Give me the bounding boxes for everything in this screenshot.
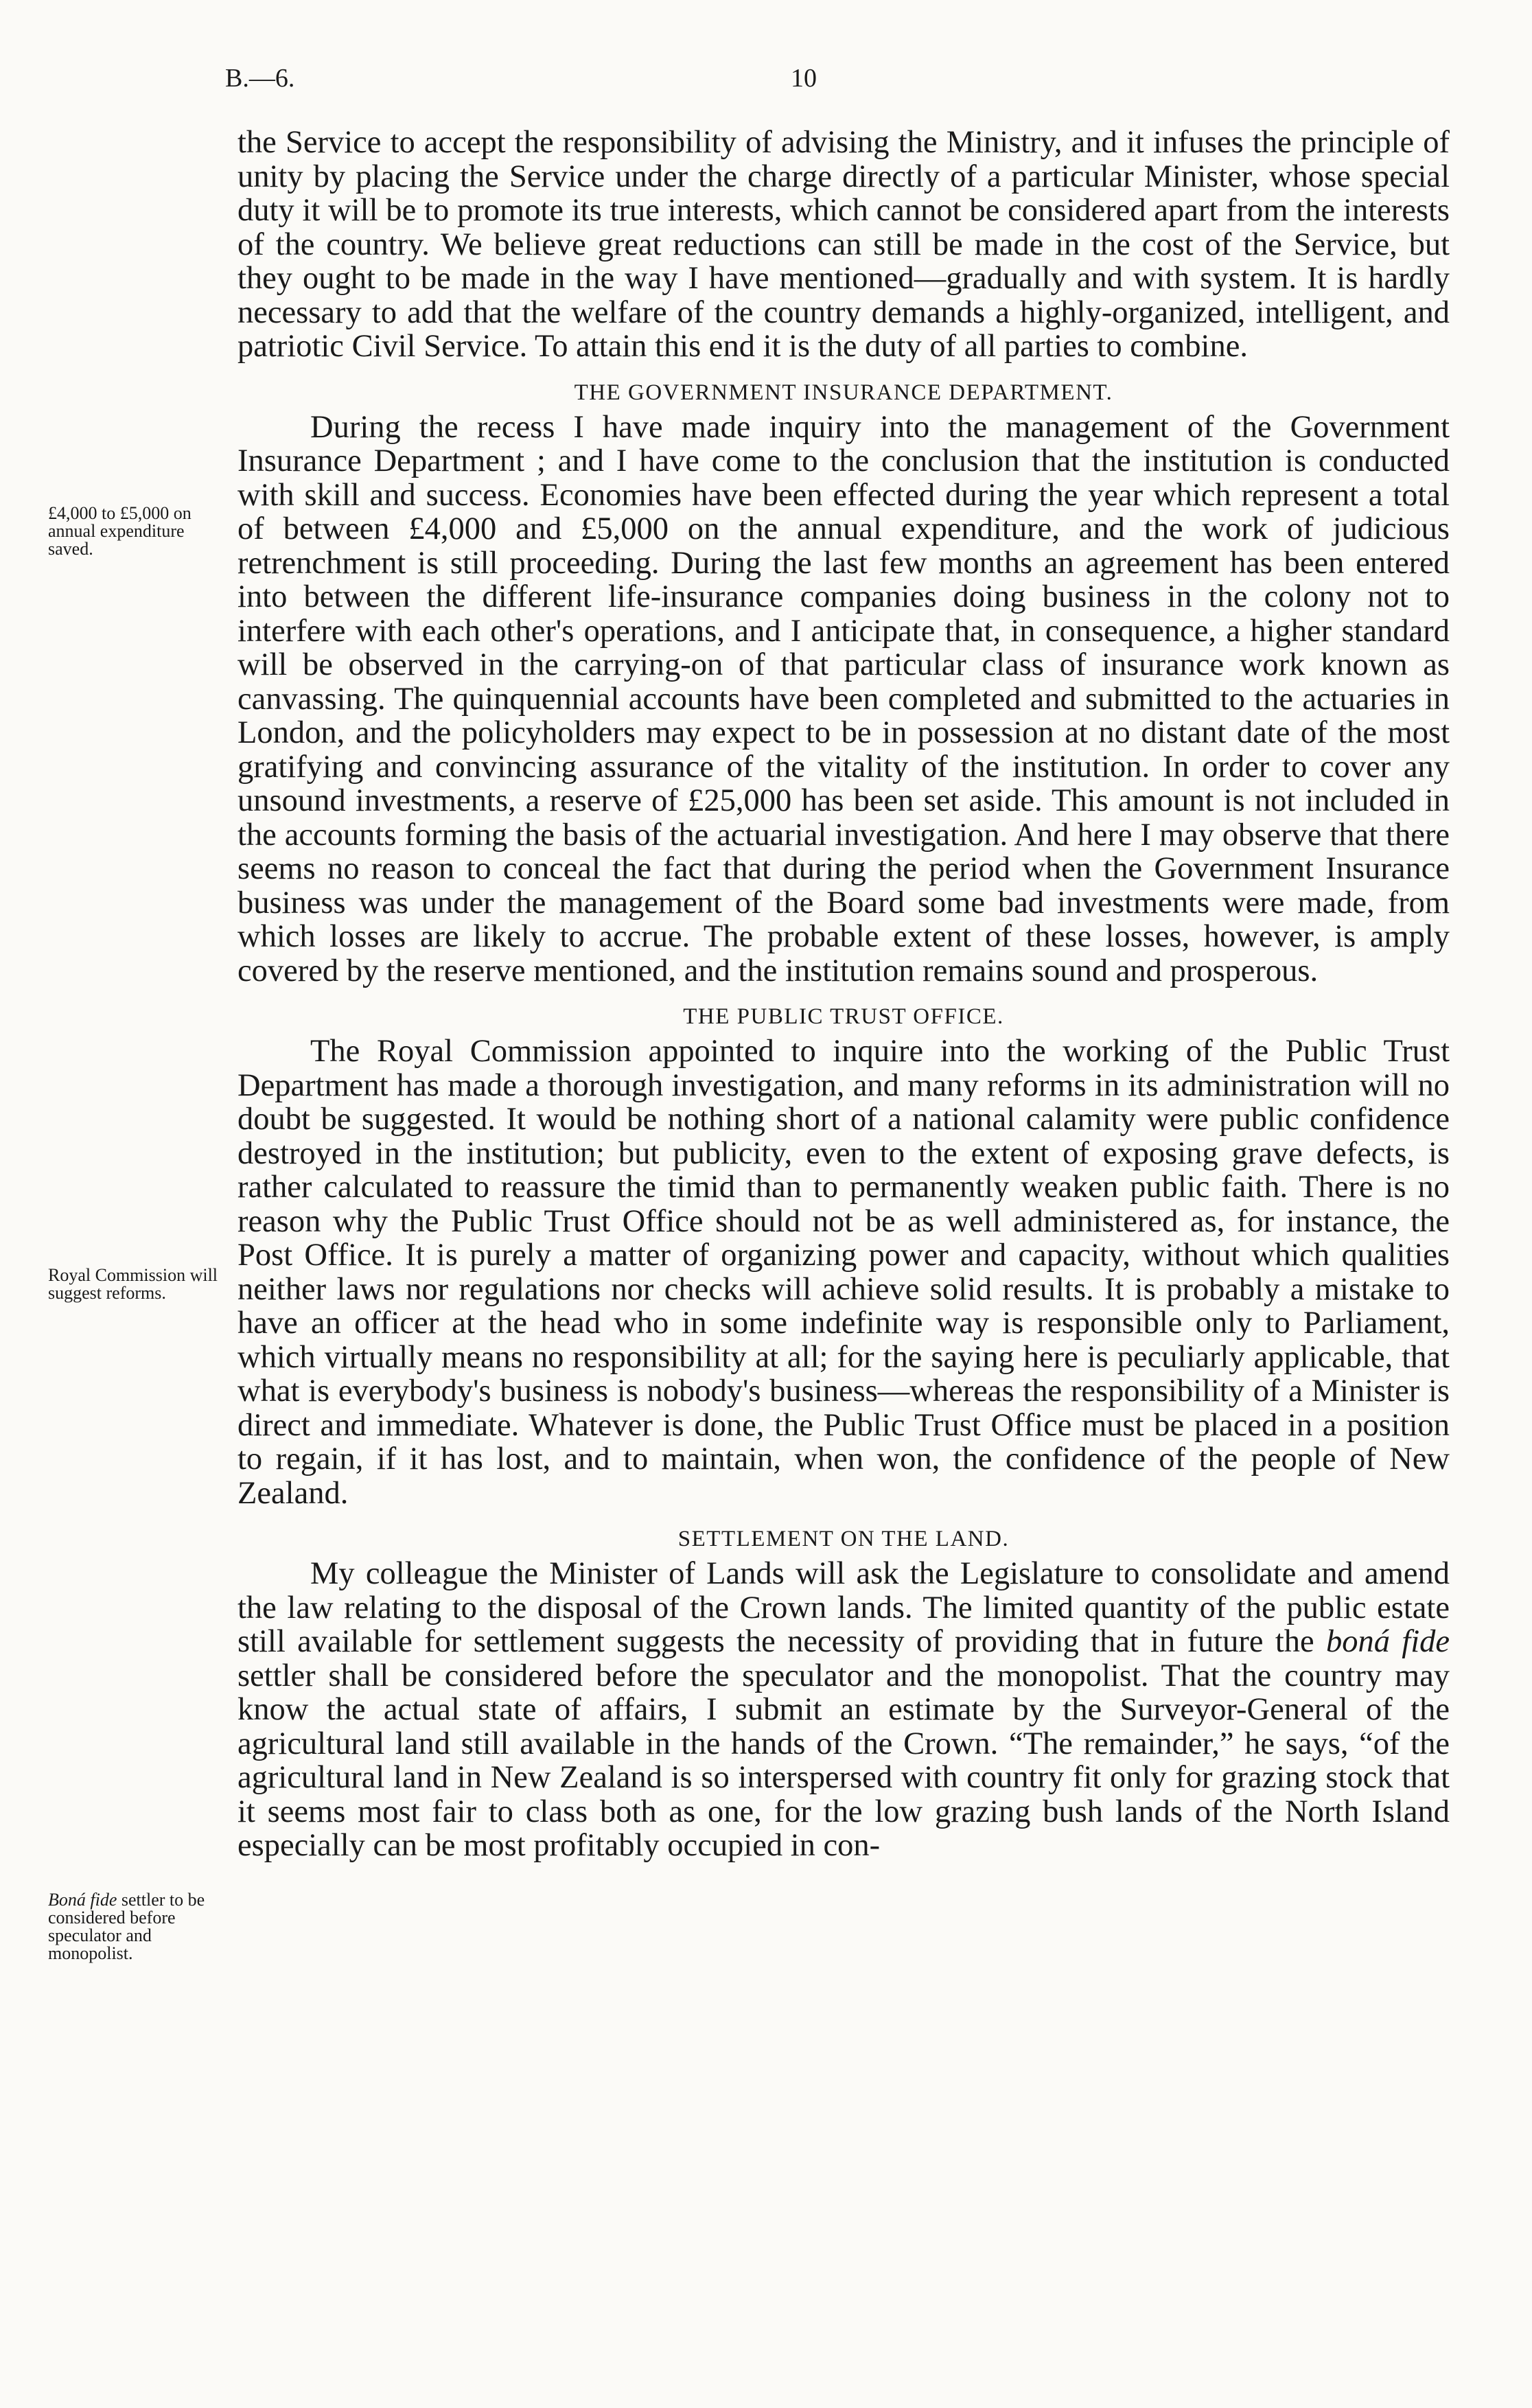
- paragraph-insurance: During the recess I have made inquiry into the management of the Government Insurance Department ; and I have come to the conclusion that the institution is conducted with skill and success. Economies have been effected during the year which represent a total of between £4,000 and £5,000 on the annual expenditure, and the work of judicious retrenchment is still proceeding. During the last few months an agreement has been entered into between the different life-insurance companies doing business in the colony not to interfere with each other's operations, and I anticipate that, in consequence, a higher standard will be observed in the carrying-on of that particular class of insurance work known as canvassing. The quinquennial accounts have been completed and submitted to the actuaries in London, and the policyholders may expect to be in possession at no distant date of the most gratifying and convincing assurance of the vitality of the institution. In order to cover any unsound investments, a reserve of £25,000 has been set aside. This amount is not included in the accounts forming the basis of the actuarial investigation. And here I may observe that there seems no reason to conceal the fact that during the period when the Government Insurance business was under the management of the Board some bad investments were made, from which losses are likely to accrue. The probable extent of these losses, however, is amply covered by the reserve mentioned, and the institution remains sound and prosperous.: [237, 409, 1450, 988]
- margin-note-insurance: £4,000 to £5,000 on annual expenditure saved.: [48, 503, 192, 559]
- page-number: 10: [791, 64, 817, 93]
- margin-note-settlement: [48, 1891, 233, 1963]
- running-head: B.—6.: [225, 64, 295, 93]
- paragraph-settlement-part1: My colleague the Minister of Lands will ask the Legislature to consolidate and amend the law relating to the disposal of the Crown lands. The limited quantity of the public estate still available for settlement suggests the necessity of providing that in future the: [237, 1556, 1450, 1659]
- heading-settlement: SETTLEMENT ON THE LAND.: [677, 1527, 1010, 1551]
- intro-paragraph: the Service to accept the responsibility of advising the Ministry, and it infuses the principle of unity by placing the Service under the charge directly of a particular Minister, whose special duty it will be to promote its true interests, which cannot be considered apart from the interests of the country. We believe great reductions can still be made in the cost of the Service, but they ought to be made in the way I have mentioned—gradually and with system. It is hardly necessary to add that the welfare of the country demands a highly-organized, intelligent, and patriotic Civil Service. To attain this end it is the duty of all parties to combine.: [237, 125, 1450, 364]
- margin-note-settlement-italic: Boná fide: [48, 1890, 117, 1910]
- heading-public-trust: THE PUBLIC TRUST OFFICE.: [683, 1004, 1004, 1029]
- body-column: [237, 126, 1450, 1863]
- heading-insurance: THE GOVERNMENT INSURANCE DEPARTMENT.: [574, 380, 1113, 405]
- paragraph-settlement: [237, 1557, 1450, 1863]
- paragraph-public-trust: The Royal Commission appointed to inquire into the working of the Public Trust Department has made a thorough investigation, and many reforms in its administration will no doubt be suggested. It would be nothing short of a national calamity were public confidence destroyed in the institution; but publicity, even to the extent of exposing grave defects, is rather calculated to reassure the timid than to permanently weaken public faith. There is no reason why the Public Trust Office should not be as well administered as, for instance, the Post Office. It is purely a matter of organizing power and capacity, without which qualities neither laws nor regulations nor checks will achieve solid results. It is probably a mistake to have an officer at the head who in some indefinite way is responsible only to Parliament, which virtually means no responsibility at all; for the saying here is peculiarly applicable, that what is everybody's business is nobody's business—whereas the responsibility of a Minister is direct and immediate. Whatever is done, the Public Trust Office must be placed in a position to regain, if it has lost, and to maintain, when won, the confidence of the people of New Zealand.: [237, 1034, 1450, 1511]
- margin-note-public-trust: Royal Commission will suggest reforms.: [48, 1265, 218, 1303]
- paragraph-settlement-part2: settler shall be considered before the speculator and the monopolist. That the country may know the actual state of affairs, I submit an estimate by the Surveyor-General of the agricultural land still available in the hands of the Crown. “The remainder,” he says, “of the agricultural land in New Zealand is so interspersed with country fit only for grazing stock that it seems most fair to class both as one, for the low grazing bush lands of the North Island especially can be most profitably occupied in con-: [237, 1658, 1450, 1863]
- margin-note-settlement-rest: settler to be considered before speculator and monopolist.: [48, 1890, 205, 1963]
- paragraph-settlement-italic: boná fide: [1325, 1624, 1450, 1659]
